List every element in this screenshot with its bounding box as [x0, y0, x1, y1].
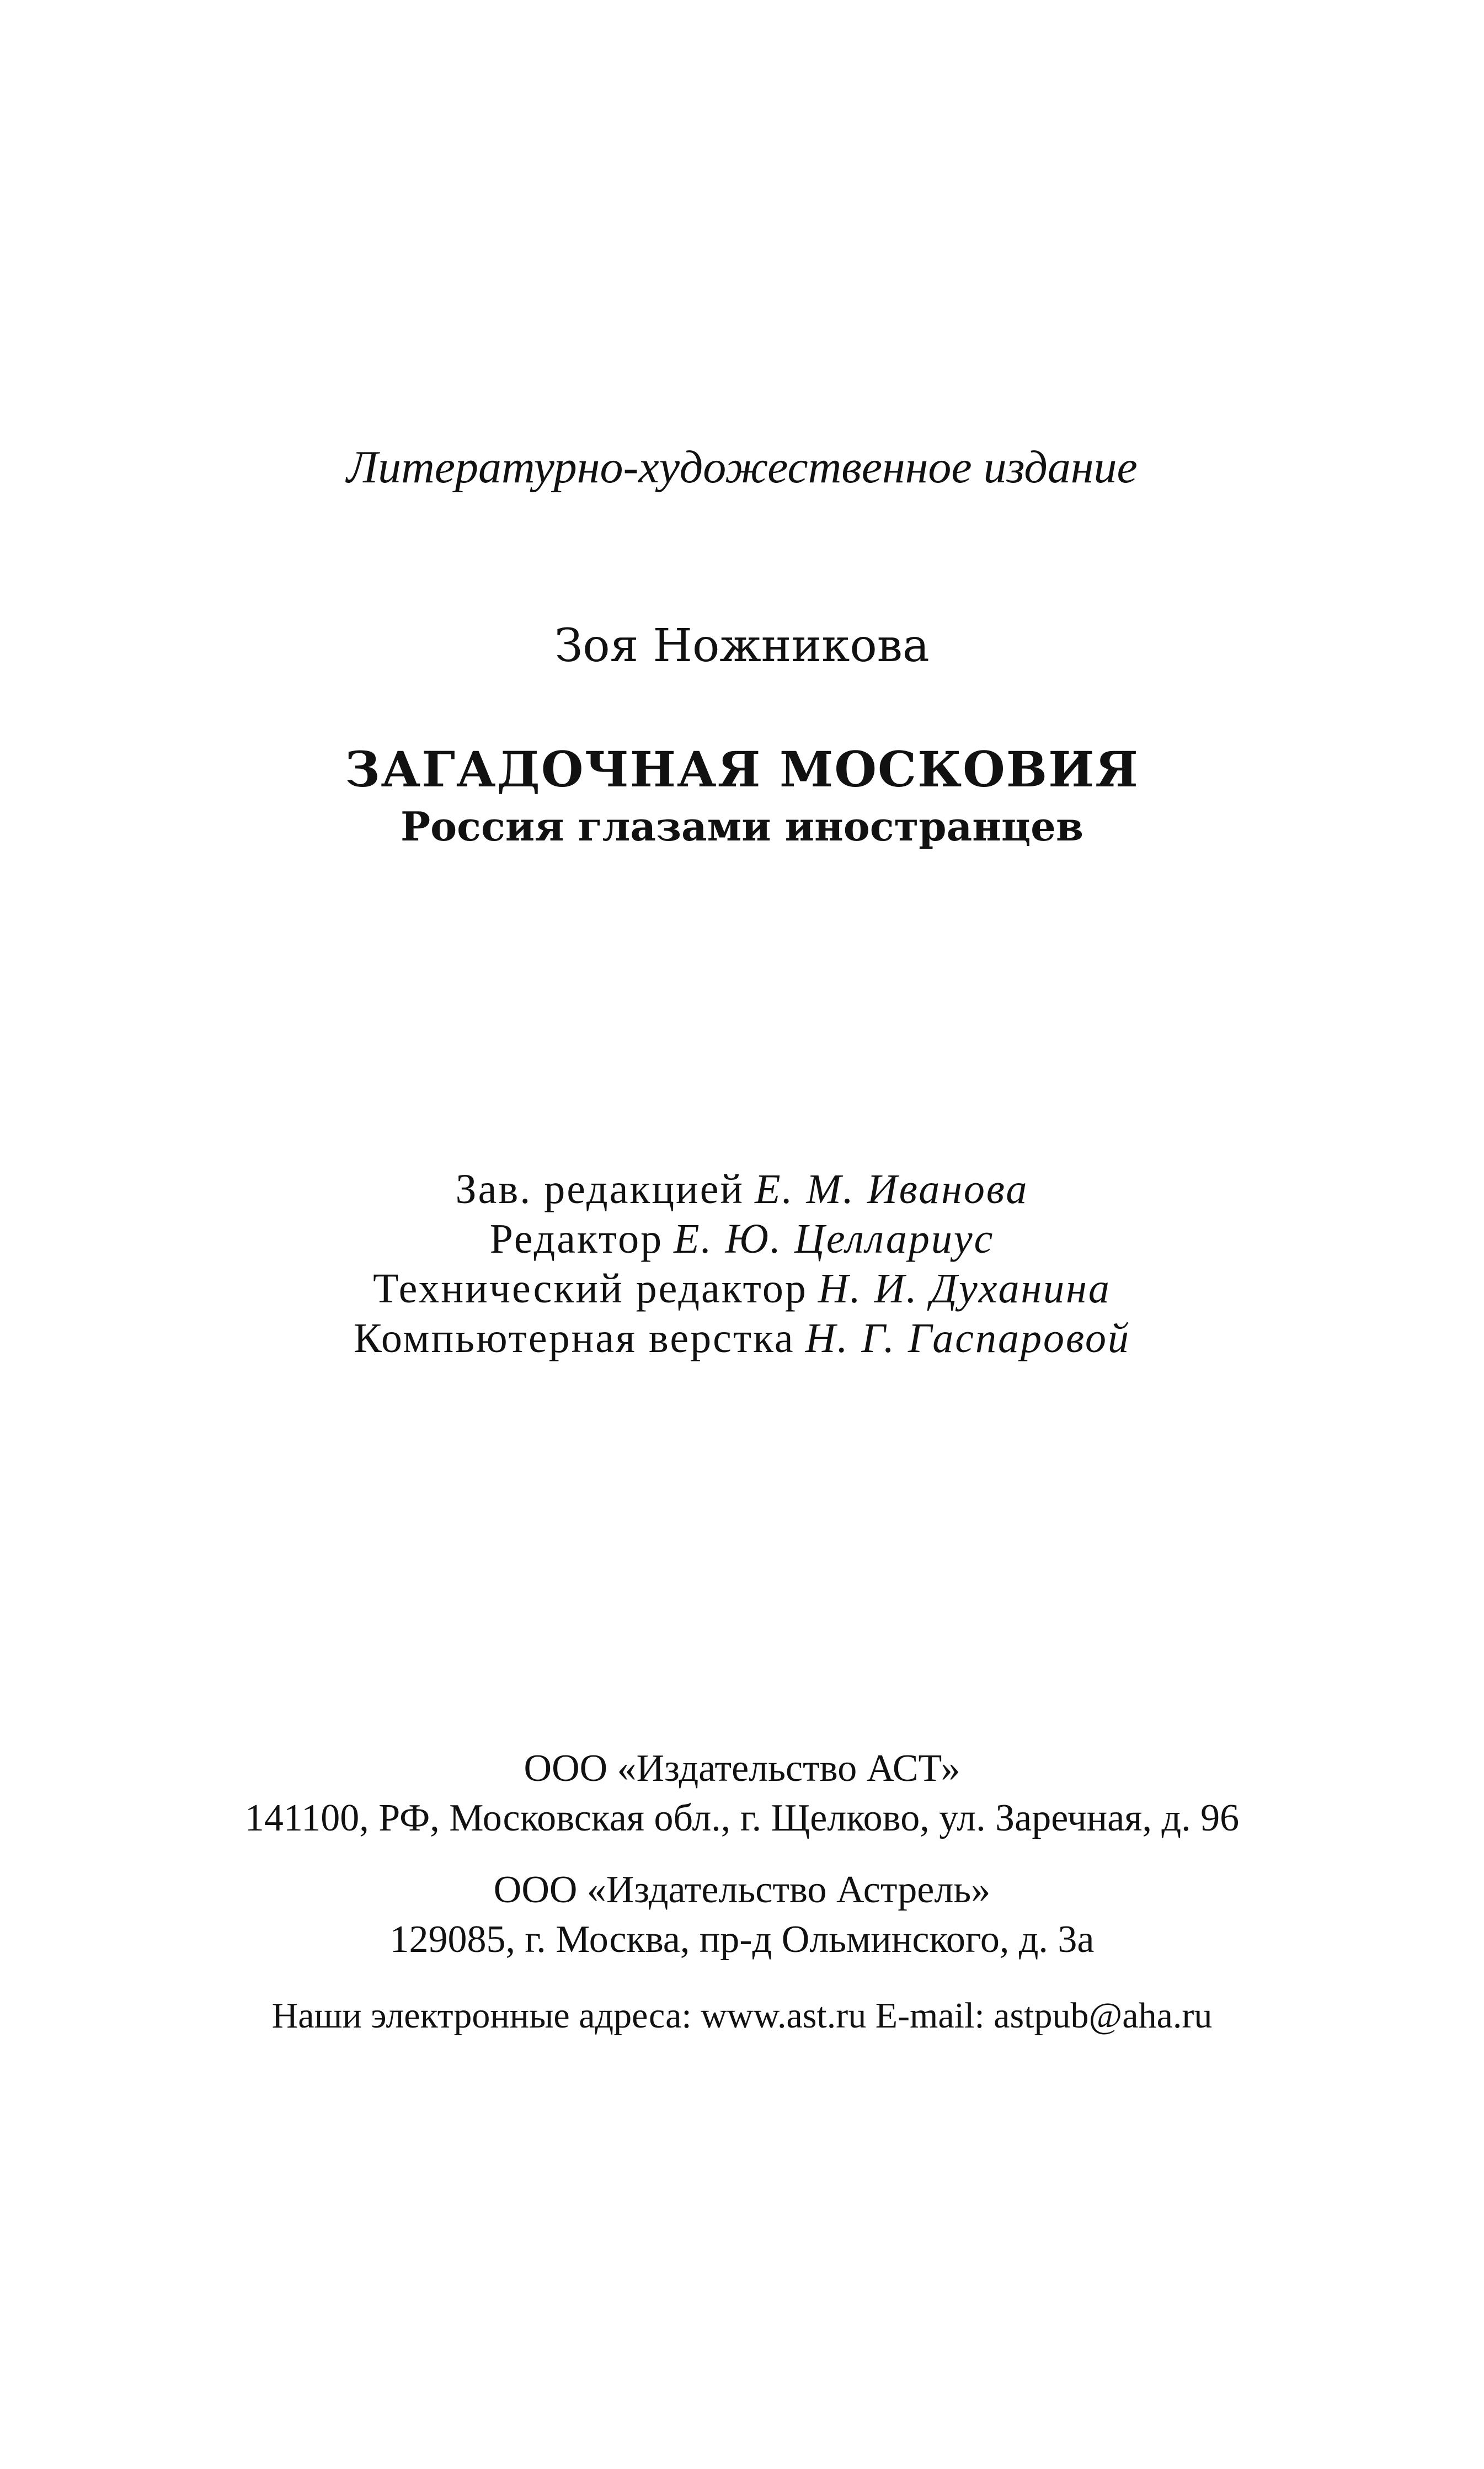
- credit-role: Зав. редакцией: [455, 1166, 745, 1212]
- publisher-address: 129085, г. Москва, пр-д Ольминского, д. 3а: [389, 1918, 1095, 1961]
- credit-role: Компьютерная верстка: [353, 1315, 795, 1361]
- credit-line: [0, 1264, 1484, 1313]
- publisher-address: 141100, РФ, Московская обл., г. Щелково, ул. Заречная, д. 96: [244, 1797, 1240, 1839]
- credit-person: Н. И. Духанина: [818, 1265, 1111, 1312]
- author-name: Зоя Ножникова: [554, 620, 930, 672]
- credit-role: Редактор: [489, 1216, 664, 1262]
- book-title: ЗАГАДОЧНАЯ МОСКОВИЯ: [345, 741, 1139, 798]
- contact-addresses: Наши электронные адреса: www.ast.ru E-mail: astpub@aha.ru: [271, 1996, 1213, 2036]
- book-subtitle: Россия глазами иностранцев: [401, 803, 1083, 850]
- credits-block: [0, 1164, 1484, 1363]
- publisher-name: ООО «Издательство Астрель»: [493, 1869, 991, 1911]
- credit-line: [0, 1214, 1484, 1264]
- credit-person: Е. М. Иванова: [755, 1166, 1029, 1212]
- credit-role: Технический редактор: [373, 1265, 808, 1312]
- credit-person: Н. Г. Гаспаровой: [805, 1315, 1131, 1361]
- credit-line: [0, 1313, 1484, 1363]
- credit-person: Е. Ю. Целлариус: [674, 1216, 995, 1262]
- edition-type: Литературно-художественное издание: [346, 441, 1138, 493]
- credit-line: [0, 1164, 1484, 1214]
- publisher-name: ООО «Издательство АСТ»: [524, 1747, 960, 1790]
